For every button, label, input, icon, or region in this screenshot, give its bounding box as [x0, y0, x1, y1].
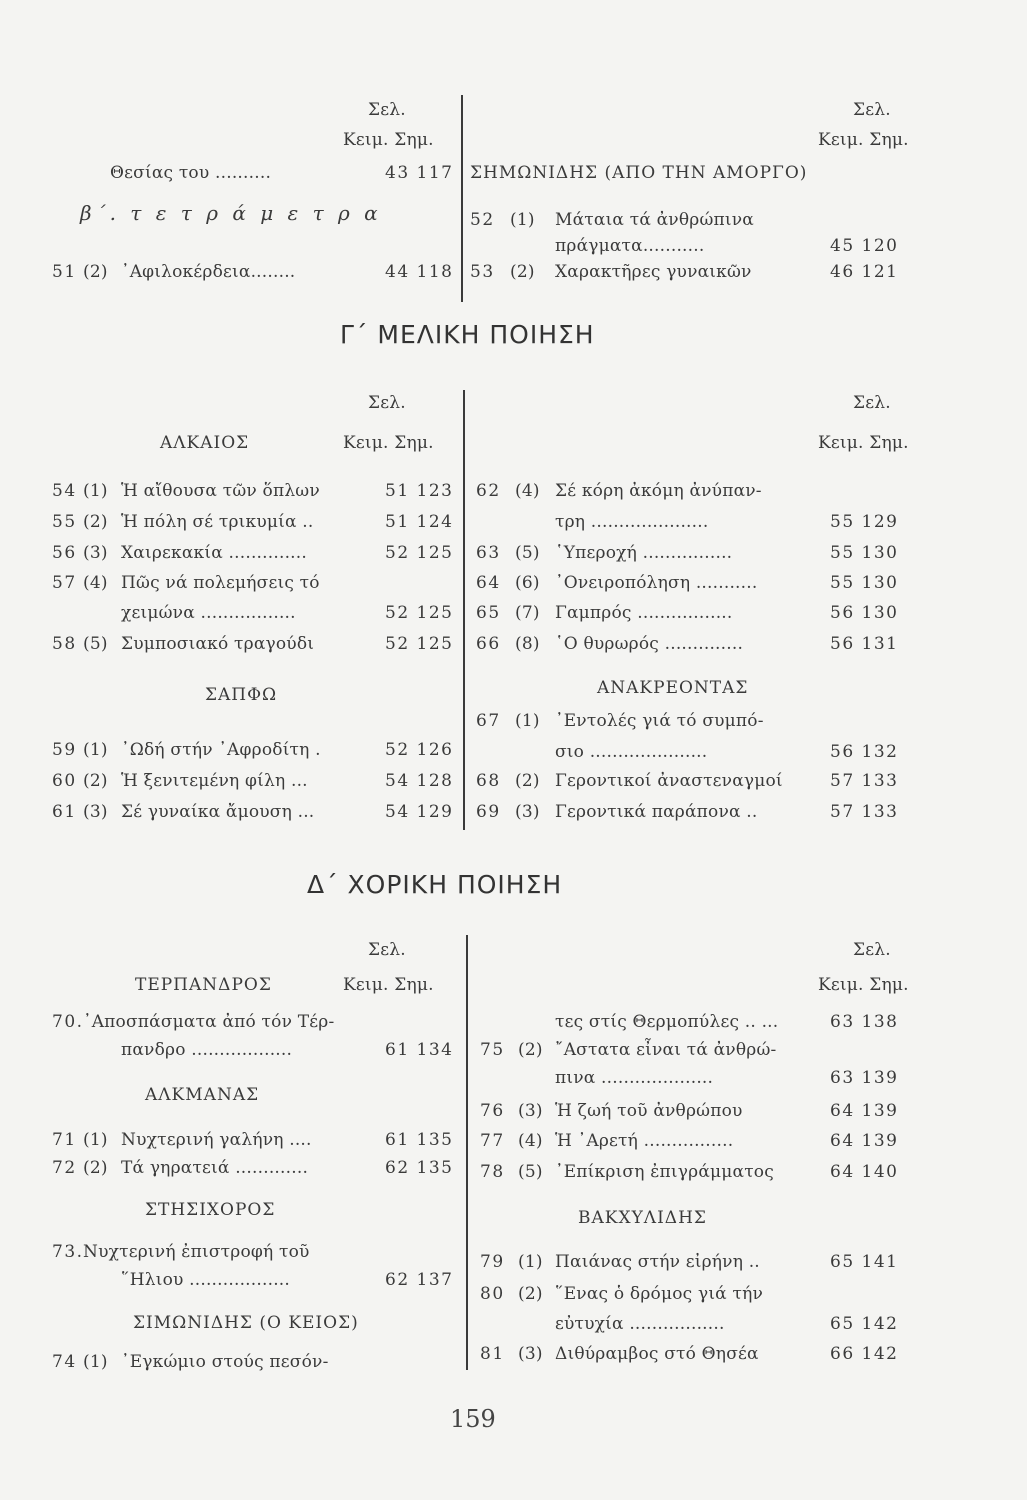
entry-title: ῾Υπεροχή ................ [555, 543, 733, 563]
entry-title-cont: πράγματα........... [555, 236, 705, 256]
entry-title: Νυχτερινή γαλήνη .... [121, 1130, 312, 1150]
entry-pages: 62 135 [385, 1158, 454, 1178]
entry-pages: 61 135 [385, 1130, 454, 1150]
entry-title: Σέ κόρη ἀκόμη ἀνύπαν- [555, 481, 762, 501]
entry-title: Ἡ ξενιτεμένη φίλη ... [121, 771, 308, 791]
entry-index: 72 [52, 1158, 77, 1178]
author-heading: ΒΑΚΧΥΛΙΔΗΣ [578, 1208, 707, 1228]
entry-title: ῞Ενας ὁ δρόμος γιά τήν [555, 1284, 763, 1304]
entry-index: 77 [480, 1131, 505, 1151]
page-number: 159 [450, 1405, 496, 1433]
entry-pages: 52 125 [385, 603, 454, 623]
entry-index: 56 [52, 543, 77, 563]
col-header-keim-sim: Κειμ. Σημ. [343, 975, 434, 995]
entry-index: 58 [52, 634, 77, 654]
entry-title-cont: πινα .................... [555, 1068, 714, 1088]
entry-pages: 64 139 [830, 1101, 899, 1121]
section-title-meliki: Γ΄ ΜΕΛΙΚΗ ΠΟΙΗΣΗ [340, 320, 595, 349]
entry-pages: 57 133 [830, 802, 899, 822]
entry-pages: 65 142 [830, 1314, 899, 1334]
entry-sub: (2) [83, 512, 108, 532]
entry-title: ῎Αστατα εἶναι τά ἀνθρώ- [555, 1040, 777, 1060]
entry-sub: (5) [83, 634, 108, 654]
entry-pages: 62 137 [385, 1270, 454, 1290]
entry-index: 74 [52, 1352, 77, 1372]
entry-title: ᾿Εγκώμιο στούς πεσόν- [121, 1352, 329, 1372]
entry-title: Παιάνας στήν εἰρήνη .. [555, 1252, 760, 1272]
entry-title: Ἡ ᾿Αρετή ................ [555, 1131, 734, 1151]
entry-pages: 64 140 [830, 1162, 899, 1182]
entry-title-cont: τες στίς Θερμοπύλες .. ... [555, 1012, 779, 1032]
col-header-sel: Σελ. [368, 940, 406, 960]
column-divider [463, 390, 465, 830]
entry-title: ῾Ο θυρωρός .............. [555, 634, 744, 654]
entry-pages: 56 132 [830, 742, 899, 762]
entry-title: Νυχτερινή ἐπιστροφή τοῦ [83, 1242, 310, 1262]
entry-index: 67 [476, 711, 501, 731]
entry-pages: 63 139 [830, 1068, 899, 1088]
entry-pages: 44 118 [385, 262, 454, 282]
entry-index: 66 [476, 634, 501, 654]
entry-title: Μάταια τά ἀνθρώπινα [555, 210, 754, 230]
entry-sub: (2) [518, 1284, 543, 1304]
entry-pages: 43 117 [385, 163, 454, 183]
entry-sub: (6) [515, 573, 540, 593]
entry-title-cont: ῞Ηλιου .................. [121, 1270, 291, 1290]
entry-title: Γεροντικοί ἀναστεναγμοί [555, 771, 783, 791]
entry-sub: (5) [518, 1162, 543, 1182]
entry-sub: (1) [83, 481, 108, 501]
subheading-tetrametra: β΄. τ ε τ ρ ά μ ε τ ρ α [80, 201, 382, 225]
entry-sub: (2) [518, 1040, 543, 1060]
entry-index: 73. [52, 1242, 84, 1262]
entry-index: 71 [52, 1130, 77, 1150]
col-header-keim-sim: Κειμ. Σημ. [818, 130, 909, 150]
entry-sub: (1) [510, 210, 535, 230]
entry-title: ᾿Ονειροπόληση ........... [555, 573, 758, 593]
author-heading: ΣΗΜΩΝΙΔΗΣ (ΑΠΟ ΤΗΝ ΑΜΟΡΓΟ) [470, 163, 808, 183]
entry-title-cont: χειμώνα ................. [121, 603, 296, 623]
col-header-keim-sim: Κειμ. Σημ. [343, 433, 434, 453]
entry-index: 69 [476, 802, 501, 822]
entry-pages: 52 126 [385, 740, 454, 760]
entry-pages: 54 128 [385, 771, 454, 791]
entry-pages: 56 131 [830, 634, 899, 654]
entry-pages: 55 130 [830, 543, 899, 563]
entry-pages: 66 142 [830, 1344, 899, 1364]
entry-index: 51 [52, 262, 77, 282]
entry-pages: 55 129 [830, 512, 899, 532]
entry-title: ᾿Αφιλοκέρδεια........ [121, 262, 296, 282]
col-header-keim-sim: Κειμ. Σημ. [818, 433, 909, 453]
entry-sub: (3) [515, 802, 540, 822]
entry-title: ᾿Ωδή στήν ᾿Αφροδίτη . [121, 740, 321, 760]
entry-title: ᾿Εντολές γιά τό συμπό- [555, 711, 764, 731]
entry-index: 80 [480, 1284, 505, 1304]
entry-title: Ἡ ζωή τοῦ ἀνθρώπου [555, 1101, 743, 1121]
author-heading: ΣΤΗΣΙΧΟΡΟΣ [145, 1200, 276, 1220]
col-header-keim-sim: Κειμ. Σημ. [818, 975, 909, 995]
col-header-sel: Σελ. [853, 393, 891, 413]
col-header-sel: Σελ. [368, 393, 406, 413]
entry-title: ᾿Επίκριση ἐπιγράμματος [555, 1162, 774, 1182]
col-header-sel: Σελ. [368, 100, 406, 120]
entry-pages: 52 125 [385, 543, 454, 563]
entry-sub: (2) [83, 771, 108, 791]
entry-pages: 65 141 [830, 1252, 899, 1272]
entry-index: 75 [480, 1040, 505, 1060]
entry-sub: (2) [515, 771, 540, 791]
entry-index: 59 [52, 740, 77, 760]
author-heading: ΣΑΠΦΩ [205, 685, 278, 705]
entry-title: Θεσίας του .......... [110, 163, 272, 183]
entry-index: 53 [470, 262, 495, 282]
entry-pages: 51 124 [385, 512, 454, 532]
entry-index: 64 [476, 573, 501, 593]
entry-pages: 64 139 [830, 1131, 899, 1151]
entry-index: 61 [52, 802, 77, 822]
entry-index: 62 [476, 481, 501, 501]
entry-index: 76 [480, 1101, 505, 1121]
entry-sub: (3) [518, 1101, 543, 1121]
entry-title: Πῶς νά πολεμήσεις τό [121, 573, 320, 593]
entry-pages: 57 133 [830, 771, 899, 791]
entry-index: 79 [480, 1252, 505, 1272]
entry-title: Διθύραμβος στό Θησέα [555, 1344, 759, 1364]
entry-pages: 56 130 [830, 603, 899, 623]
entry-sub: (5) [515, 543, 540, 563]
entry-sub: (1) [518, 1252, 543, 1272]
entry-pages: 63 138 [830, 1012, 899, 1032]
column-divider [461, 95, 463, 302]
author-heading: ΤΕΡΠΑΝΔΡΟΣ [135, 975, 272, 995]
entry-sub: (2) [83, 262, 108, 282]
entry-pages: 54 129 [385, 802, 454, 822]
entry-sub: (1) [515, 711, 540, 731]
entry-pages: 45 120 [830, 236, 899, 256]
entry-title: Ἡ πόλη σέ τρικυμία .. [121, 512, 314, 532]
section-title-choriki: Δ΄ ΧΟΡΙΚΗ ΠΟΙΗΣΗ [307, 870, 563, 899]
entry-sub: (4) [515, 481, 540, 501]
entry-sub: (2) [83, 1158, 108, 1178]
entry-pages: 52 125 [385, 634, 454, 654]
entry-sub: (1) [83, 1130, 108, 1150]
entry-title-cont: εὐτυχία ................. [555, 1314, 725, 1334]
entry-sub: (1) [83, 1352, 108, 1372]
entry-title-cont: πανδρο .................. [121, 1040, 293, 1060]
entry-pages: 55 130 [830, 573, 899, 593]
entry-title: Συμποσιακό τραγούδι [121, 634, 315, 654]
entry-sub: (4) [518, 1131, 543, 1151]
col-header-keim-sim: Κειμ. Σημ. [343, 130, 434, 150]
entry-index: 78 [480, 1162, 505, 1182]
entry-index: 68 [476, 771, 501, 791]
entry-title-cont: τρη ..................... [555, 512, 709, 532]
column-divider [466, 935, 468, 1370]
entry-sub: (3) [83, 543, 108, 563]
entry-index: 54 [52, 481, 77, 501]
entry-title: Γαμπρός ................. [555, 603, 733, 623]
entry-index: 55 [52, 512, 77, 532]
entry-index: 60 [52, 771, 77, 791]
entry-sub: (7) [515, 603, 540, 623]
entry-sub: (3) [518, 1344, 543, 1364]
entry-sub: (3) [83, 802, 108, 822]
entry-index: 57 [52, 573, 77, 593]
entry-pages: 61 134 [385, 1040, 454, 1060]
entry-index: 70. [52, 1012, 84, 1032]
entry-title-cont: σιο ..................... [555, 742, 708, 762]
entry-pages: 51 123 [385, 481, 454, 501]
author-heading: ΑΝΑΚΡΕΟΝΤΑΣ [597, 678, 749, 698]
entry-sub: (1) [83, 740, 108, 760]
col-header-sel: Σελ. [853, 940, 891, 960]
entry-title: Ἡ αἴθουσα τῶν ὅπλων [121, 481, 320, 501]
entry-pages: 46 121 [830, 262, 899, 282]
entry-sub: (8) [515, 634, 540, 654]
author-heading: ΣΙΜΩΝΙΔΗΣ (Ο ΚΕΙΟΣ) [133, 1313, 359, 1333]
entry-sub: (2) [510, 262, 535, 282]
entry-index: 65 [476, 603, 501, 623]
entry-index: 63 [476, 543, 501, 563]
entry-sub: (4) [83, 573, 108, 593]
entry-title: Χαρακτῆρες γυναικῶν [555, 262, 752, 282]
author-heading: ΑΛΚΜΑΝΑΣ [145, 1085, 260, 1105]
entry-index: 52 [470, 210, 495, 230]
entry-index: 81 [480, 1344, 505, 1364]
entry-title: Σέ γυναίκα ἄμουση ... [121, 802, 315, 822]
entry-title: Γεροντικά παράπονα .. [555, 802, 758, 822]
entry-title: Τά γηρατειά ............. [121, 1158, 309, 1178]
entry-title: ᾿Αποσπάσματα ἀπό τόν Τέρ- [83, 1012, 335, 1032]
entry-title: Χαιρεκακία .............. [121, 543, 307, 563]
author-heading: ΑΛΚΑΙΟΣ [160, 433, 250, 453]
col-header-sel: Σελ. [853, 100, 891, 120]
